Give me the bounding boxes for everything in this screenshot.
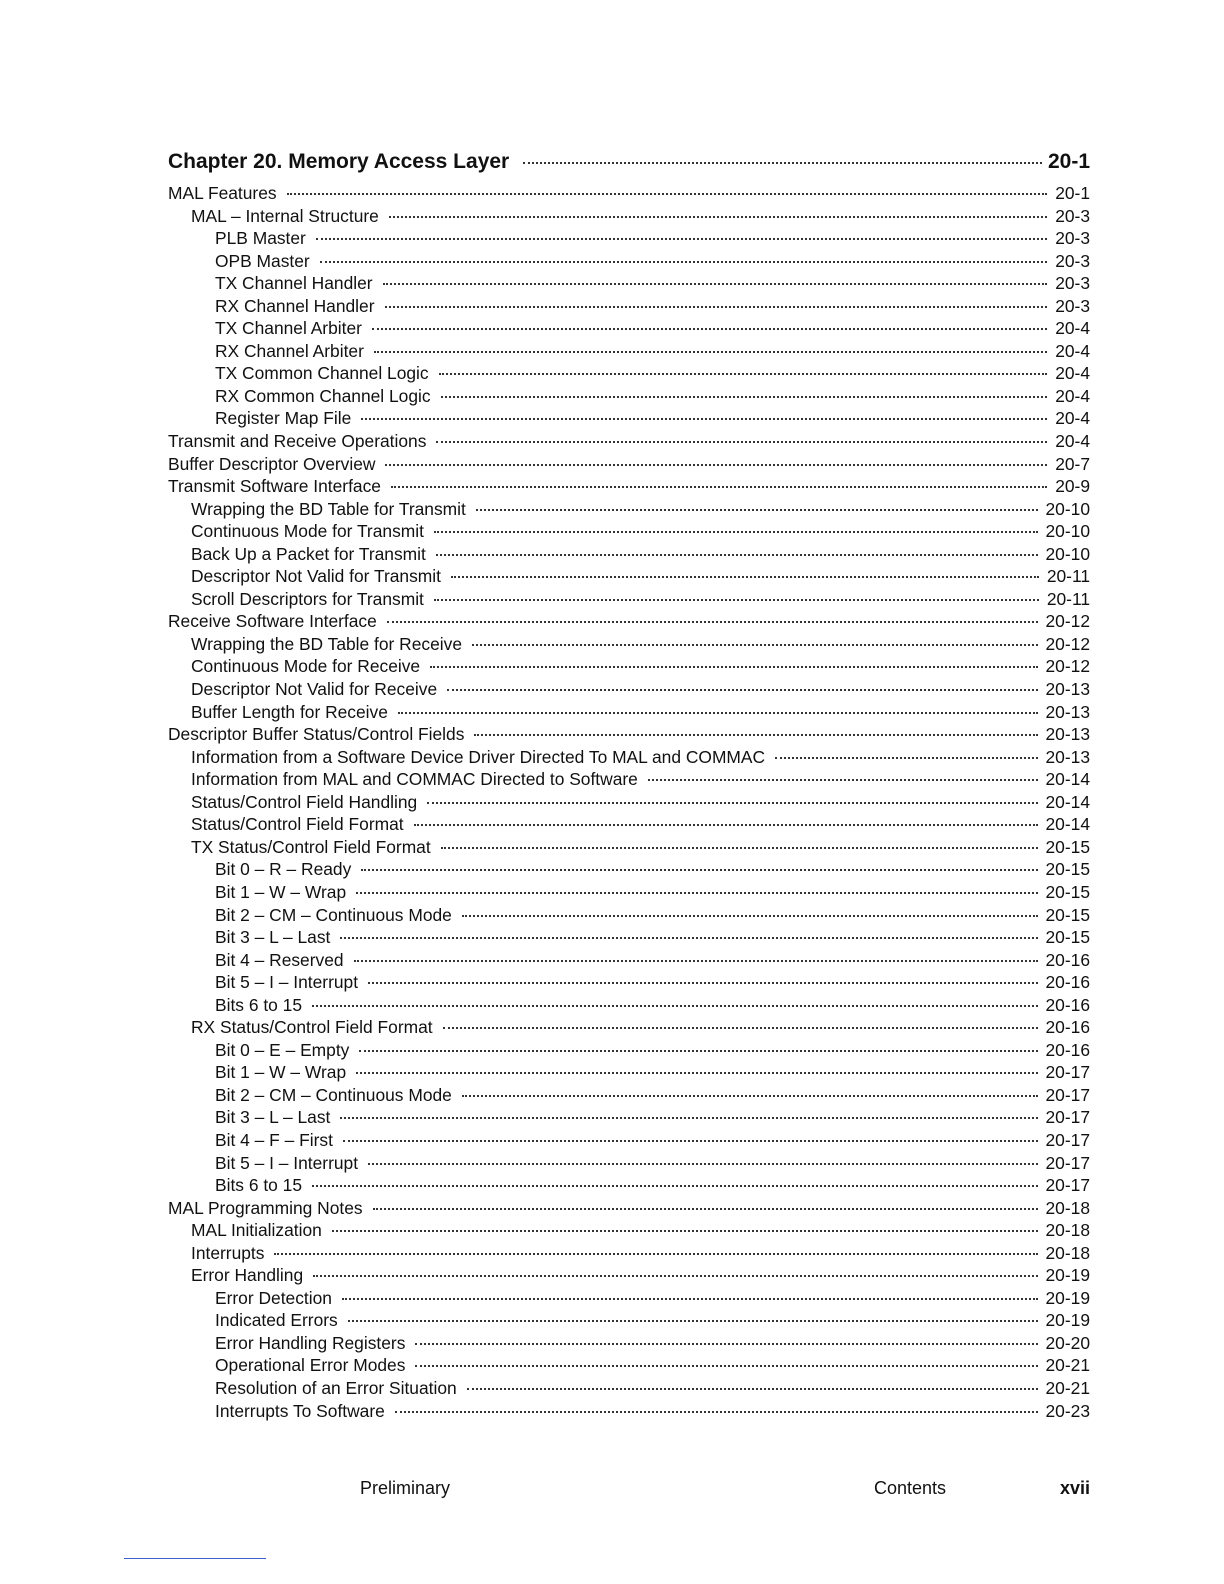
toc-entry[interactable]	[168, 566, 1090, 589]
leader-dots	[383, 283, 1048, 285]
leader-dots	[451, 576, 1039, 578]
toc-entry-page: 20-13	[1045, 724, 1090, 745]
toc-entry-page: 20-19	[1045, 1265, 1090, 1286]
toc-entry-page: 20-17	[1045, 1175, 1090, 1196]
toc-entry-page: 20-17	[1045, 1152, 1090, 1173]
toc-entry[interactable]	[168, 1288, 1090, 1311]
leader-dots	[373, 1208, 1038, 1210]
toc-entry-page: 20-14	[1045, 814, 1090, 835]
toc-entry-title: PLB Master	[215, 228, 306, 249]
toc-entry[interactable]	[168, 837, 1090, 860]
toc-entry-page: 20-10	[1045, 498, 1090, 519]
toc-entry-title: TX Status/Control Field Format	[191, 836, 431, 857]
leader-dots	[320, 261, 1047, 263]
leader-dots	[340, 937, 1037, 939]
leader-dots	[415, 1365, 1037, 1367]
toc-entry[interactable]	[168, 589, 1090, 612]
leader-dots	[474, 734, 1037, 736]
toc-entry[interactable]	[168, 363, 1090, 386]
leader-dots	[476, 509, 1038, 511]
toc-entry-title: TX Channel Arbiter	[215, 318, 362, 339]
leader-dots	[368, 1163, 1037, 1165]
toc-entry-title: Operational Error Modes	[215, 1355, 406, 1376]
toc-entry[interactable]	[168, 228, 1090, 251]
toc-entry-title: Descriptor Not Valid for Transmit	[191, 566, 441, 587]
toc-entry-page: 20-14	[1045, 769, 1090, 790]
toc-entry-page: 20-4	[1055, 385, 1090, 406]
toc-entry[interactable]	[168, 1198, 1090, 1221]
toc-entry-page: 20-13	[1045, 746, 1090, 767]
toc-entry-page: 20-3	[1055, 295, 1090, 316]
leader-dots	[372, 328, 1047, 330]
toc-entry-title: Buffer Descriptor Overview	[168, 453, 376, 474]
toc-entry-page: 20-12	[1045, 633, 1090, 654]
toc-entry[interactable]	[168, 521, 1090, 544]
toc-entry-title: MAL Initialization	[191, 1220, 322, 1241]
leader-dots	[316, 238, 1047, 240]
toc-entry-title: Scroll Descriptors for Transmit	[191, 588, 424, 609]
toc-entry-page: 20-17	[1045, 1129, 1090, 1150]
toc-entry[interactable]	[168, 476, 1090, 499]
leader-dots	[439, 373, 1048, 375]
toc-entry[interactable]	[168, 1355, 1090, 1378]
leader-dots	[447, 689, 1037, 691]
toc-entry-title: Continuous Mode for Receive	[191, 656, 421, 677]
toc-entry-page: 20-16	[1045, 949, 1090, 970]
toc-entry[interactable]	[168, 341, 1090, 364]
toc-entry[interactable]	[168, 1153, 1090, 1176]
toc-entry-title: Bit 3 – L – Last	[215, 1107, 331, 1128]
toc-entry-page: 20-18	[1045, 1220, 1090, 1241]
footer-preliminary: Preliminary	[360, 1478, 451, 1498]
leader-dots	[395, 1411, 1038, 1413]
toc-entry[interactable]	[168, 656, 1090, 679]
leader-dots	[354, 960, 1038, 962]
toc-entry-page: 20-16	[1045, 1017, 1090, 1038]
toc-entry-title: Register Map File	[215, 408, 352, 429]
toc-entry-title: RX Channel Arbiter	[215, 340, 364, 361]
toc-entry[interactable]	[168, 1243, 1090, 1266]
toc-entry[interactable]	[168, 1401, 1090, 1424]
toc-entry[interactable]	[168, 634, 1090, 657]
leader-dots	[389, 216, 1047, 218]
toc-entry-title: Status/Control Field Format	[191, 814, 404, 835]
toc-entry[interactable]	[168, 499, 1090, 522]
toc-entry-title: Back Up a Packet for Transmit	[191, 543, 426, 564]
toc-entry[interactable]	[168, 724, 1090, 747]
toc-entry-page: 20-17	[1045, 1107, 1090, 1128]
toc-entry-page: 20-4	[1055, 431, 1090, 452]
leader-dots	[348, 1320, 1038, 1322]
toc-entry[interactable]	[168, 1130, 1090, 1153]
leader-dots	[356, 892, 1037, 894]
leader-dots	[340, 1117, 1037, 1119]
toc-entry[interactable]	[168, 882, 1090, 905]
toc-entry[interactable]	[168, 296, 1090, 319]
toc-entry[interactable]	[168, 611, 1090, 634]
toc-entry-title: RX Channel Handler	[215, 295, 375, 316]
toc-entry[interactable]	[168, 251, 1090, 274]
leader-dots	[441, 847, 1038, 849]
toc-entry[interactable]	[168, 679, 1090, 702]
toc-entry-page: 20-15	[1045, 904, 1090, 925]
toc-entry-page: 20-3	[1055, 250, 1090, 271]
toc-entry-page: 20-7	[1055, 453, 1090, 474]
toc-entry-title: TX Common Channel Logic	[215, 363, 429, 384]
leader-dots	[398, 712, 1038, 714]
toc-entry[interactable]	[168, 1175, 1090, 1198]
leader-dots	[368, 982, 1037, 984]
leader-dots	[274, 1253, 1037, 1255]
toc-entry-page: 20-16	[1045, 994, 1090, 1015]
toc-entry[interactable]	[168, 386, 1090, 409]
toc-entry[interactable]	[168, 950, 1090, 973]
toc-entry-title: Bits 6 to 15	[215, 1175, 303, 1196]
leader-dots	[361, 869, 1037, 871]
leader-dots	[387, 621, 1038, 623]
toc-entry[interactable]	[168, 1310, 1090, 1333]
toc-entry-title: Interrupts To Software	[215, 1400, 385, 1421]
leader-dots	[312, 1185, 1038, 1187]
toc-entry[interactable]	[168, 1040, 1090, 1063]
toc-entry-title: Bit 5 – I – Interrupt	[215, 1152, 359, 1173]
toc-entry-page: 20-4	[1055, 408, 1090, 429]
toc-entry-page: 20-15	[1045, 927, 1090, 948]
leader-dots	[343, 1140, 1038, 1142]
toc-entry-title: Wrapping the BD Table for Receive	[191, 633, 462, 654]
toc-entry[interactable]	[168, 206, 1090, 229]
leader-dots	[434, 531, 1038, 533]
toc-entry-page: 20-10	[1045, 543, 1090, 564]
leader-dots	[361, 418, 1047, 420]
toc-entry-page: 20-23	[1045, 1400, 1090, 1421]
toc-entry[interactable]	[168, 859, 1090, 882]
toc-entry-title: Resolution of an Error Situation	[215, 1377, 457, 1398]
toc-entry-page: 20-17	[1045, 1084, 1090, 1105]
toc-entry-title: Bits 6 to 15	[215, 994, 303, 1015]
toc-entry[interactable]	[168, 702, 1090, 725]
toc-entry[interactable]	[168, 273, 1090, 296]
toc-entry-page: 20-17	[1045, 1062, 1090, 1083]
toc-entry-page: 20-12	[1045, 656, 1090, 677]
toc-entry-title: Information from a Software Device Driver Directed To MAL and COMMAC	[191, 746, 766, 767]
toc-entry-page: 20-4	[1055, 340, 1090, 361]
leader-dots	[374, 351, 1047, 353]
leader-dots	[430, 666, 1037, 668]
toc-entry-page: 20-21	[1045, 1377, 1090, 1398]
toc-entry-page: 20-4	[1055, 318, 1090, 339]
footer-section: Contents	[874, 1478, 947, 1498]
toc-entry-page: 20-19	[1045, 1310, 1090, 1331]
footer-page-number: xvii	[1060, 1478, 1091, 1498]
toc-entry-title: Bit 4 – Reserved	[215, 949, 344, 970]
leader-dots	[342, 1298, 1038, 1300]
toc-entry-title: Wrapping the BD Table for Transmit	[191, 498, 466, 519]
leader-dots	[441, 396, 1048, 398]
toc-entry-page: 20-11	[1046, 566, 1090, 587]
toc-entry[interactable]	[168, 1107, 1090, 1130]
divider	[124, 1558, 266, 1559]
leader-dots	[443, 1027, 1038, 1029]
toc-entry-page: 20-3	[1055, 273, 1090, 294]
toc-entry[interactable]	[168, 814, 1090, 837]
toc-entry[interactable]	[168, 1062, 1090, 1085]
toc-entries	[168, 183, 1090, 1423]
toc-entry-page: 20-13	[1045, 679, 1090, 700]
toc-entry-title: Receive Software Interface	[168, 611, 377, 632]
toc-entry-title: RX Common Channel Logic	[215, 385, 431, 406]
toc-entry-title: Bit 0 – R – Ready	[215, 859, 352, 880]
toc-entry[interactable]	[168, 1378, 1090, 1401]
leader-dots	[332, 1230, 1038, 1232]
toc-entry[interactable]	[168, 747, 1090, 770]
toc-entry[interactable]	[168, 1333, 1090, 1356]
toc-entry-title: Bit 2 – CM – Continuous Mode	[215, 1084, 452, 1105]
toc-entry[interactable]	[168, 544, 1090, 567]
chapter-heading[interactable]	[168, 150, 1090, 183]
toc-entry-title: Indicated Errors	[215, 1310, 338, 1331]
toc-entry-title: Bit 5 – I – Interrupt	[215, 972, 359, 993]
toc-entry-title: Error Detection	[215, 1287, 332, 1308]
toc-entry-title: MAL Programming Notes	[168, 1197, 363, 1218]
leader-dots	[472, 644, 1038, 646]
leader-dots	[648, 779, 1038, 781]
leader-dots	[462, 1095, 1038, 1097]
toc-entry[interactable]	[168, 431, 1090, 454]
toc-entry[interactable]	[168, 792, 1090, 815]
leader-dots	[462, 915, 1038, 917]
toc-entry-title: Transmit Software Interface	[168, 476, 381, 497]
toc-entry-page: 20-12	[1045, 611, 1090, 632]
toc-entry[interactable]	[168, 318, 1090, 341]
toc-entry-title: Error Handling Registers	[215, 1332, 406, 1353]
chapter-title: Chapter 20. Memory Access Layer	[168, 150, 510, 173]
leader-dots	[287, 193, 1048, 195]
toc-entry-page: 20-9	[1055, 476, 1090, 497]
leader-dots	[356, 1072, 1037, 1074]
toc-entry-page: 20-15	[1045, 836, 1090, 857]
toc-entry-page: 20-18	[1045, 1197, 1090, 1218]
toc-entry[interactable]	[168, 905, 1090, 928]
toc-entry-page: 20-3	[1055, 228, 1090, 249]
leader-dots	[775, 757, 1037, 759]
leader-dots	[427, 802, 1037, 804]
toc-entry[interactable]	[168, 408, 1090, 431]
toc-entry-title: Bit 2 – CM – Continuous Mode	[215, 904, 452, 925]
toc-entry-page: 20-16	[1045, 972, 1090, 993]
toc-entry-page: 20-3	[1055, 205, 1090, 226]
toc-entry[interactable]	[168, 1085, 1090, 1108]
toc-entry[interactable]	[168, 183, 1090, 206]
toc-entry-title: MAL Features	[168, 183, 277, 203]
toc-entry[interactable]	[168, 927, 1090, 950]
leader-dots	[313, 1275, 1037, 1277]
toc-entry-page: 20-4	[1055, 363, 1090, 384]
toc-entry-title: Buffer Length for Receive	[191, 701, 388, 722]
table-of-contents	[168, 150, 1090, 1423]
leader-dots	[467, 1388, 1038, 1390]
leader-dots	[436, 554, 1038, 556]
chapter-page: 20-1	[1047, 150, 1090, 173]
leader-dots	[391, 486, 1047, 488]
toc-entry-title: Information from MAL and COMMAC Directed to Software	[191, 769, 638, 790]
toc-entry-page: 20-15	[1045, 881, 1090, 902]
toc-entry-page: 20-14	[1045, 791, 1090, 812]
toc-entry-title: MAL – Internal Structure	[191, 205, 379, 226]
leader-dots	[436, 441, 1047, 443]
toc-entry-title: Bit 4 – F – First	[215, 1129, 333, 1150]
toc-entry-title: RX Status/Control Field Format	[191, 1017, 433, 1038]
toc-entry-page: 20-15	[1045, 859, 1090, 880]
toc-entry-title: OPB Master	[215, 250, 310, 271]
toc-entry-page: 20-19	[1045, 1287, 1090, 1308]
toc-entry-title: Continuous Mode for Transmit	[191, 521, 424, 542]
leader-dots	[359, 1050, 1037, 1052]
toc-entry-page: 20-10	[1045, 521, 1090, 542]
toc-entry-title: TX Channel Handler	[215, 273, 373, 294]
toc-entry-title: Bit 3 – L – Last	[215, 927, 331, 948]
leader-dots	[385, 464, 1047, 466]
toc-entry-title: Transmit and Receive Operations	[168, 431, 427, 452]
toc-entry-page: 20-21	[1045, 1355, 1090, 1376]
toc-entry-page: 20-20	[1045, 1332, 1090, 1353]
toc-entry-page: 20-13	[1045, 701, 1090, 722]
toc-entry-title: Error Handling	[191, 1265, 304, 1286]
toc-entry[interactable]	[168, 769, 1090, 792]
toc-entry-page: 20-16	[1045, 1039, 1090, 1060]
leader-dots	[415, 1343, 1037, 1345]
leader-dots	[523, 162, 1042, 164]
toc-entry[interactable]	[168, 1265, 1090, 1288]
toc-entry-page: 20-1	[1055, 183, 1090, 203]
toc-entry[interactable]	[168, 972, 1090, 995]
toc-entry-page: 20-11	[1046, 588, 1090, 609]
toc-entry-title: Descriptor Buffer Status/Control Fields	[168, 724, 465, 745]
toc-entry-page: 20-18	[1045, 1242, 1090, 1263]
toc-entry[interactable]	[168, 1220, 1090, 1243]
toc-entry-title: Status/Control Field Handling	[191, 791, 418, 812]
toc-entry-title: Bit 1 – W – Wrap	[215, 881, 347, 902]
toc-entry-title: Bit 1 – W – Wrap	[215, 1062, 347, 1083]
leader-dots	[414, 824, 1038, 826]
toc-entry[interactable]	[168, 1017, 1090, 1040]
leader-dots	[434, 599, 1039, 601]
toc-entry[interactable]	[168, 995, 1090, 1018]
toc-entry-title: Descriptor Not Valid for Receive	[191, 679, 438, 700]
toc-entry-title: Bit 0 – E – Empty	[215, 1039, 350, 1060]
leader-dots	[312, 1005, 1038, 1007]
toc-entry[interactable]	[168, 454, 1090, 477]
toc-entry-title: Interrupts	[191, 1242, 265, 1263]
leader-dots	[385, 306, 1048, 308]
